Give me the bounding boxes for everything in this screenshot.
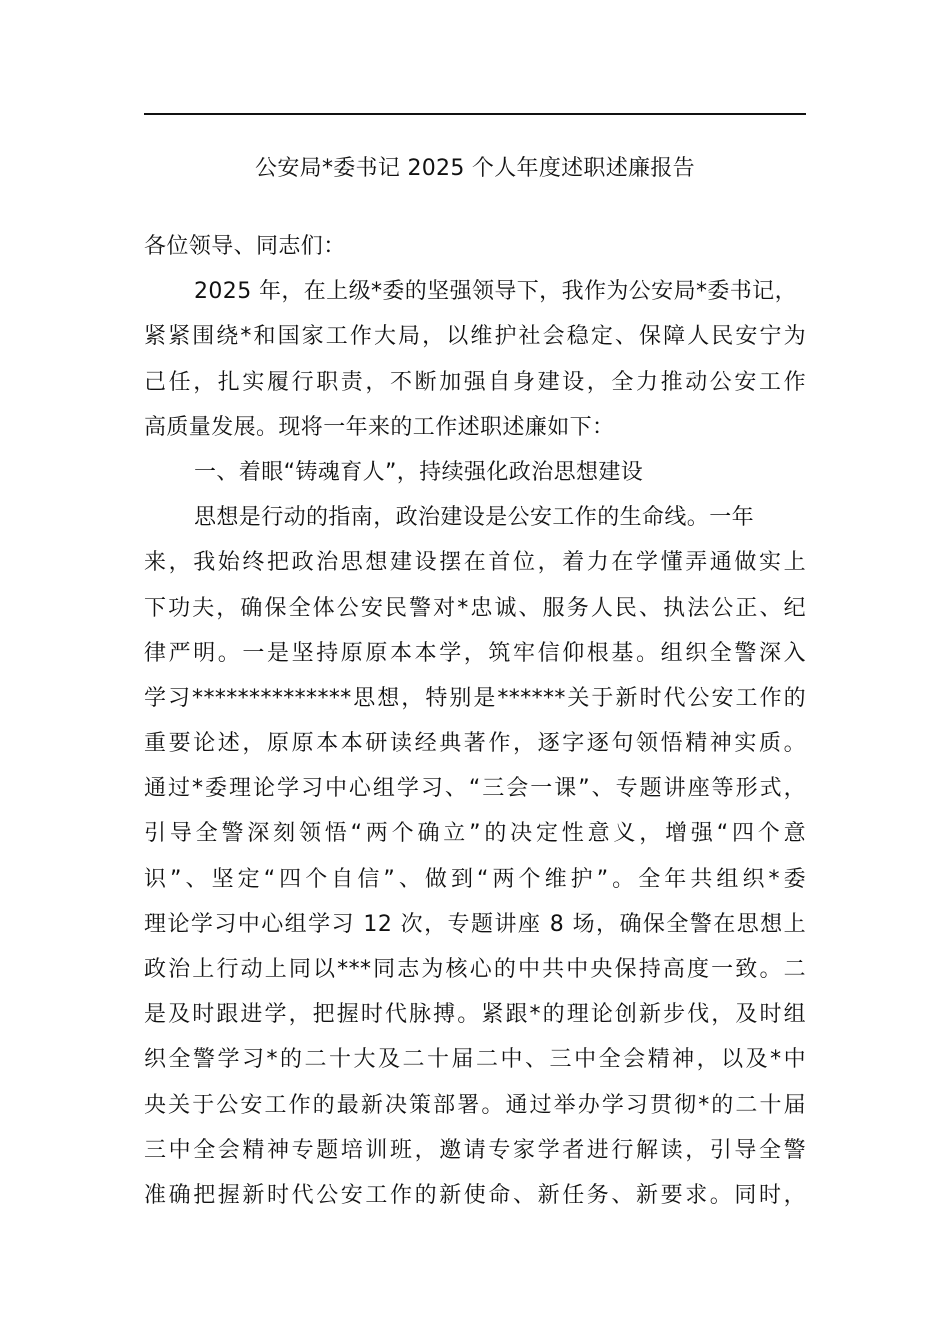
- header-rule: [144, 113, 806, 115]
- paragraph-line: 准确把握新时代公安工作的新使命、新任务、新要求。同时，: [144, 1182, 806, 1208]
- paragraph-line: 来，我始终把政治思想建设摆在首位，着力在学懂弄通做实上: [144, 550, 806, 576]
- document-body: [144, 224, 806, 1218]
- paragraph-line: 三中全会精神专题培训班，邀请专家学者进行解读，引导全警: [144, 1137, 806, 1163]
- paragraph-line: 识”、坚定“四个自信”、做到“两个维护”。全年共组织*委: [144, 866, 806, 892]
- paragraph-line: 理论学习中心组学习 12 次，专题讲座 8 场，确保全警在思想上: [144, 911, 806, 937]
- paragraph-line: 通过*委理论学习中心组学习、“三会一课”、专题讲座等形式，: [144, 776, 806, 802]
- paragraph-line: 学习**************思想，特别是******关于新时代公安工作的: [144, 685, 806, 711]
- section-heading: 一、着眼“铸魂育人”，持续强化政治思想建设: [194, 459, 644, 485]
- paragraph-line: 下功夫，确保全体公安民警对*忠诚、服务人民、执法公正、纪: [144, 595, 806, 621]
- paragraph-line: 是及时跟进学，把握时代脉搏。紧跟*的理论创新步伐，及时组: [144, 1002, 806, 1028]
- salutation: 各位领导、同志们：: [144, 234, 346, 259]
- paragraph-line: 己任，扎实履行职责，不断加强自身建设，全力推动公安工作: [144, 369, 806, 395]
- paragraph-line: 重要论述，原原本本研读经典著作，逐字逐句领悟精神实质。: [144, 731, 806, 757]
- paragraph-line: 紧紧围绕*和国家工作大局，以维护社会稳定、保障人民安宁为: [144, 324, 806, 350]
- paragraph-line: 政治上行动上同以***同志为核心的中共中央保持高度一致。二: [144, 957, 806, 982]
- paragraph-line: 织全警学习*的二十大及二十届二中、三中全会精神，以及*中: [144, 1047, 806, 1073]
- paragraph-line: 引导全警深刻领悟“两个确立”的决定性意义，增强“四个意: [144, 821, 806, 847]
- paragraph-line: 思想是行动的指南，政治建设是公安工作的生命线。一年: [194, 505, 755, 531]
- document-title: 公安局*委书记 2025 个人年度述职述廉报告: [255, 156, 695, 181]
- paragraph-line: 央关于公安工作的最新决策部署。通过举办学习贯彻*的二十届: [144, 1092, 806, 1118]
- paragraph-line: 律严明。一是坚持原原本本学，筑牢信仰根基。组织全警深入: [144, 640, 806, 666]
- paragraph-line: 高质量发展。现将一年来的工作述职述廉如下：: [144, 414, 615, 440]
- paragraph-line: 2025 年，在上级*委的坚强领导下，我作为公安局*委书记，: [194, 279, 797, 305]
